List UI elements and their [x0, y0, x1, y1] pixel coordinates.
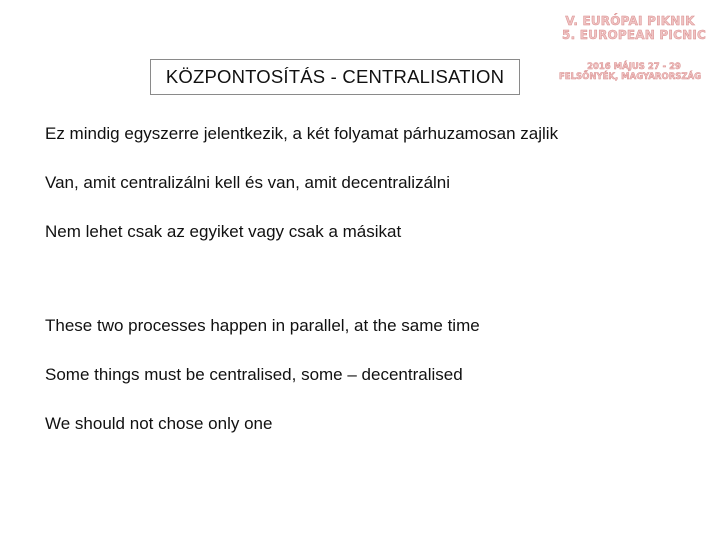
text-line: We should not chose only one [45, 414, 273, 433]
event-date: 2016 MÁJUS 27 - 29 [587, 61, 681, 72]
event-name-en: 5. EUROPEAN PICNIC [562, 28, 706, 43]
event-name-hu: V. EURÓPAI PIKNIK [565, 14, 695, 28]
text-line: Nem lehet csak az egyiket vagy csak a másikat [45, 222, 402, 241]
text-line: These two processes happen in parallel, at the same time [45, 316, 480, 335]
slide-body [45, 122, 558, 435]
event-location: FELSŐNYÉK, MAGYARORSZÁG [558, 71, 702, 82]
text-line: Van, amit centralizálni kell és van, amit decentralizálni [45, 173, 451, 192]
slide-title-text: KÖZPONTOSÍTÁS - CENTRALISATION [165, 66, 505, 87]
slide-title [150, 59, 520, 95]
text-line: Ez mindig egyszerre jelentkezik, a két folyamat párhuzamosan zajlik [45, 124, 559, 143]
event-logo [554, 14, 706, 82]
text-line: Some things must be centralised, some – decentralised [45, 365, 463, 384]
